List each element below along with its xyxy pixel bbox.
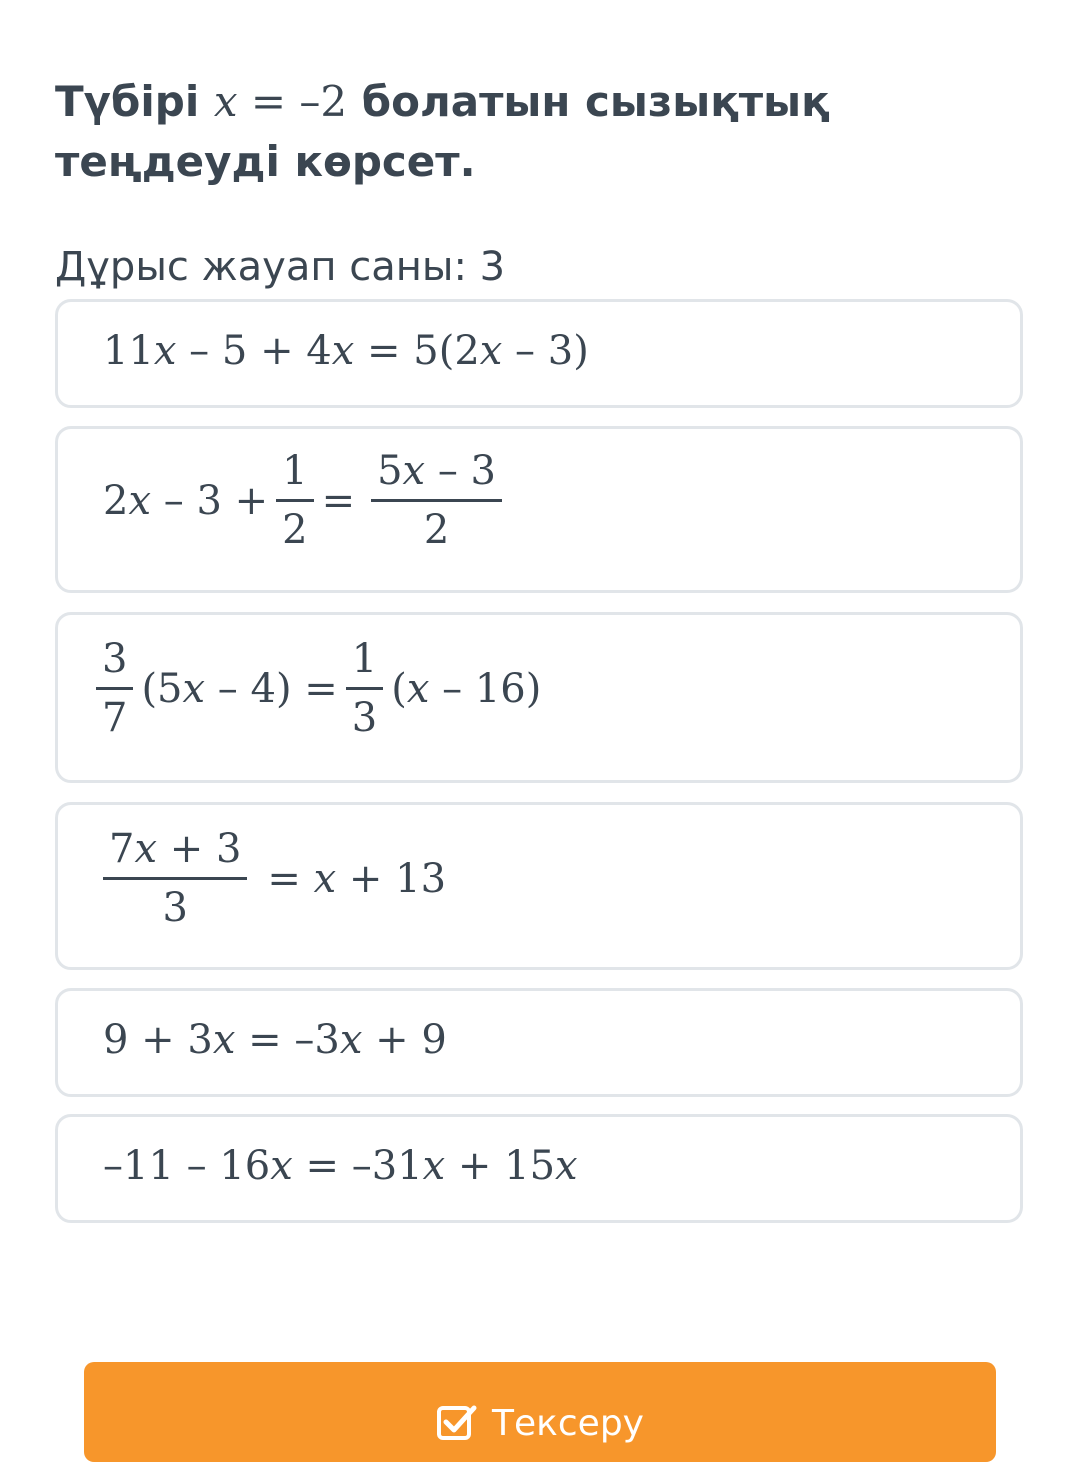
eq3-fraction-2 [346,631,383,746]
eq3-frac2-denominator: 3 [351,695,378,741]
eq1-var-3: x [479,328,503,374]
eq5-part-b: = –3 [235,1017,340,1063]
eq5-part-a: 9 + 3 [103,1017,213,1063]
eq3-frac1-denominator: 7 [102,695,128,741]
answer-count: Дұрыс жауап саны: 3 [55,244,506,290]
eq2-frac2-num-a: 5 [377,448,403,494]
answer-option-1[interactable] [55,299,1023,408]
question-math-rest: = –2 [237,77,348,126]
eq1-part-a: 11 [103,328,154,374]
question-math-var: x [213,77,238,126]
question-prefix: Түбірі [55,77,214,126]
eq2-frac2-denominator: 2 [423,507,450,553]
eq2-equals: = [321,477,356,524]
eq3-frac1-numerator: 3 [102,636,128,682]
eq6-var-3: x [555,1143,578,1189]
eq3-frac2-numerator: 1 [351,636,378,682]
eq1-part-b: – 5 + 4 [176,328,332,374]
eq4-frac-denominator: 3 [162,885,188,931]
answer-option-5[interactable] [55,988,1023,1097]
eq4-frac-num-b: + 3 [157,826,242,872]
equation-4 [103,821,446,936]
eq3-var-2: x [406,665,430,712]
eq5-var-1: x [212,1017,236,1063]
eq1-part-c: = 5(2 [354,328,480,374]
eq4-fraction [103,821,247,936]
equation-1 [103,328,589,374]
eq2-frac2-num-var: x [402,448,426,494]
question-math [214,77,347,126]
question-suffix: болатын сызықтық теңдеуді көрсет. [55,77,830,186]
eq2-part-b: – 3 + [151,477,269,524]
eq4-frac-numerator [103,821,247,877]
eq2-part-a: 2 [103,477,129,524]
eq6-var-2: x [422,1143,446,1189]
equation-3 [96,631,541,746]
eq4-part-a: = [267,855,314,902]
eq3-fraction-1 [96,631,133,746]
eq2-fraction-2 [371,443,502,558]
eq2-fraction-1 [276,443,313,558]
equation-2 [103,443,510,558]
eq3-part-d: – 16) [429,665,542,712]
answer-option-4[interactable] [55,802,1023,970]
eq2-frac2-numerator [371,443,502,499]
eq4-var-1: x [313,855,337,902]
eq4-frac-num-var: x [134,826,158,872]
eq5-part-c: + 9 [362,1017,447,1063]
check-button-content [84,1402,996,1444]
eq3-part-c: ( [391,665,407,712]
check-button[interactable] [84,1362,996,1462]
answer-option-2[interactable] [55,426,1023,593]
eq2-frac1-denominator: 2 [282,507,308,553]
eq2-var-1: x [128,477,152,524]
check-button-label: Тексеру [492,1402,644,1444]
eq1-var-2: x [331,328,355,374]
eq6-part-a: –11 – 16 [103,1143,271,1189]
eq4-frac-num-a: 7 [109,826,135,872]
eq3-var-1: x [182,665,206,712]
eq6-part-c: + 15 [445,1143,556,1189]
eq3-part-b: – 4) = [205,665,338,712]
eq6-part-b: = –31 [292,1143,423,1189]
eq4-part-b: + 13 [336,855,447,902]
eq6-var-1: x [270,1143,293,1189]
eq2-frac2-num-b: – 3 [425,448,496,494]
equation-6 [103,1143,578,1189]
question-text [55,72,1045,192]
eq1-part-d: – 3) [502,328,589,374]
answer-option-6[interactable] [55,1114,1023,1223]
eq2-frac1-numerator: 1 [282,448,308,494]
checkbox-check-icon [436,1402,478,1444]
eq3-part-a: (5 [141,665,183,712]
eq1-var-1: x [153,328,177,374]
answer-option-3[interactable] [55,612,1023,783]
eq5-var-2: x [339,1017,363,1063]
equation-5 [103,1017,447,1063]
